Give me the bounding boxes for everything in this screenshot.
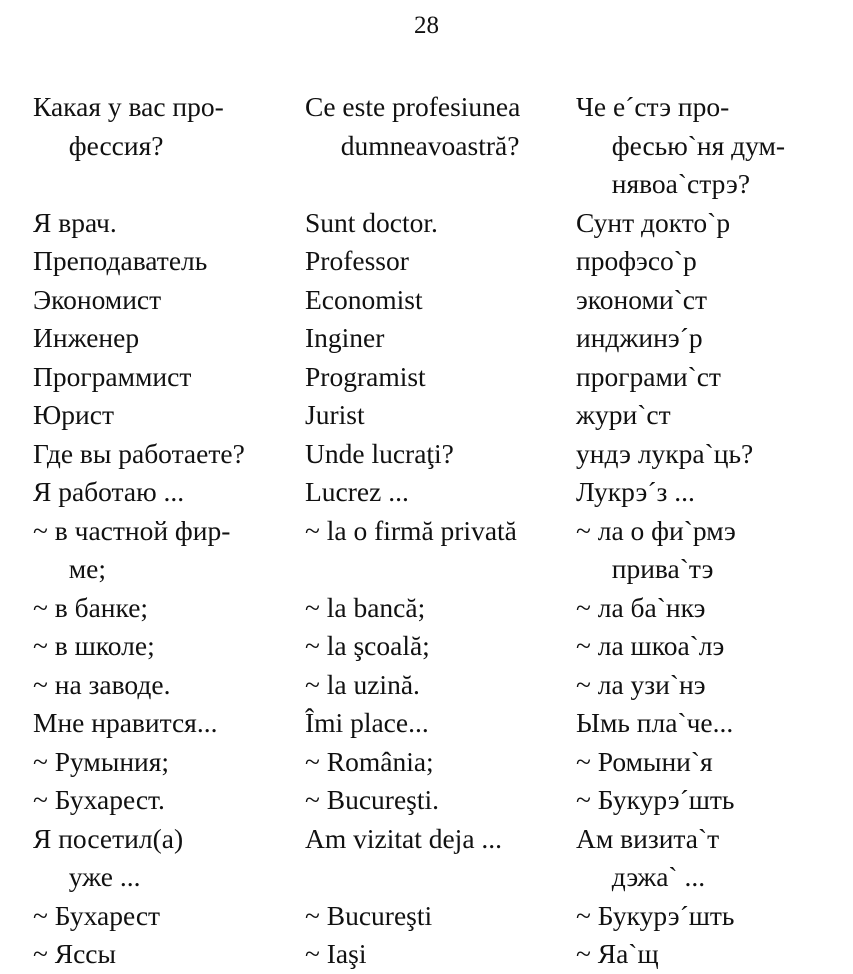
- phrase-row: [33, 281, 843, 320]
- romanian-phrase: Ce este profesiunea dumneavoastră?: [305, 91, 521, 161]
- russian-phrase: Я работаю ...: [33, 476, 185, 507]
- phrase-table: [33, 88, 843, 974]
- phrase-row: [33, 473, 843, 512]
- phrase-row: [33, 319, 843, 358]
- romanian-phrase: Programist: [305, 360, 426, 392]
- transliteration-phrase: Ам визита`т дэжа` ...: [576, 822, 720, 892]
- phrase-row: [33, 743, 843, 782]
- transliteration-phrase: ~ Яа`щ: [576, 938, 659, 969]
- romanian-phrase: Jurist: [305, 399, 365, 430]
- russian-phrase: ~ в школе;: [33, 630, 155, 661]
- romanian-phrase: Îmi place...: [305, 707, 429, 738]
- romanian-phrase: ~ Bucureşti.: [305, 784, 440, 815]
- romanian-phrase: Inginer: [305, 322, 385, 353]
- russian-phrase: ~ в частной фир- ме;: [33, 514, 231, 584]
- phrase-row: [33, 88, 843, 204]
- transliteration-phrase: ~ Букурэ´шть: [576, 899, 735, 931]
- russian-phrase: ~ Яссы: [33, 938, 116, 969]
- russian-phrase: Преподаватель: [33, 245, 208, 276]
- phrase-row: [33, 396, 843, 435]
- romanian-phrase: Professor: [305, 245, 409, 276]
- transliteration-phrase: Лукрэ´з ...: [576, 476, 695, 507]
- phrase-row: [33, 512, 843, 589]
- transliteration-phrase: Че е´стэ про- фесью`ня дум- нявоа`стрэ?: [576, 91, 786, 199]
- phrase-row: [33, 704, 843, 743]
- russian-phrase: ~ Бухарест: [33, 899, 161, 931]
- russian-phrase: Инженер: [33, 322, 140, 353]
- transliteration-phrase: ~ ла шкоа`лэ: [576, 630, 725, 661]
- phrase-row: [33, 589, 843, 628]
- transliteration-phrase: экономи`ст: [576, 283, 707, 315]
- transliteration-phrase: програми`ст: [576, 360, 721, 392]
- transliteration-phrase: ~ ла о фи`рмэ прива`тэ: [576, 514, 736, 584]
- phrase-row: [33, 435, 843, 474]
- transliteration-phrase: ~ ла узи`нэ: [576, 668, 706, 700]
- russian-phrase: Я посетил(а) уже ...: [33, 822, 184, 892]
- russian-phrase: ~ в банке;: [33, 591, 149, 623]
- romanian-phrase: ~ România;: [305, 745, 434, 777]
- romanian-phrase: ~ Bucureşti: [305, 899, 433, 931]
- romanian-phrase: Economist: [305, 283, 423, 315]
- russian-phrase: Программист: [33, 360, 192, 392]
- phrase-row: [33, 781, 843, 820]
- russian-phrase: Я врач.: [33, 206, 117, 238]
- phrase-row: [33, 935, 843, 974]
- russian-phrase: Мне нравится...: [33, 707, 218, 738]
- phrase-row: [33, 820, 843, 897]
- russian-phrase: ~ Румыния;: [33, 745, 170, 777]
- transliteration-phrase: жури`ст: [576, 399, 671, 430]
- romanian-phrase: Sunt doctor.: [305, 206, 438, 238]
- transliteration-phrase: профэсо`р: [576, 245, 697, 276]
- romanian-phrase: ~ la şcoală;: [305, 630, 430, 661]
- romanian-phrase: ~ la o firmă privată: [305, 514, 517, 546]
- transliteration-phrase: Сунт докто`р: [576, 206, 731, 238]
- romanian-phrase: Unde lucraţi?: [305, 437, 454, 469]
- russian-phrase: Какая у вас про- фессия?: [33, 91, 224, 161]
- romanian-phrase: ~ la uzină.: [305, 668, 420, 700]
- russian-phrase: Юрист: [33, 399, 114, 430]
- transliteration-phrase: инджинэ´р: [576, 322, 703, 353]
- russian-phrase: Где вы работаете?: [33, 437, 245, 469]
- phrase-row: [33, 204, 843, 243]
- russian-phrase: Экономист: [33, 283, 162, 315]
- romanian-phrase: Lucrez ...: [305, 476, 409, 507]
- transliteration-phrase: ~ Ромыни`я: [576, 745, 713, 777]
- romanian-phrase: ~ la bancă;: [305, 591, 426, 623]
- russian-phrase: ~ на заводе.: [33, 668, 171, 700]
- phrase-row: [33, 897, 843, 936]
- romanian-phrase: Am vizitat deja ...: [305, 822, 503, 854]
- russian-phrase: ~ Бухарест.: [33, 784, 165, 815]
- phrase-row: [33, 666, 843, 705]
- page-number: 28: [414, 12, 439, 39]
- transliteration-phrase: Ымь пла`че...: [576, 707, 734, 738]
- phrase-row: [33, 358, 843, 397]
- phrase-row: [33, 627, 843, 666]
- transliteration-phrase: ~ ла ба`нкэ: [576, 591, 706, 623]
- transliteration-phrase: ~ Букурэ´шть: [576, 784, 735, 815]
- phrase-row: [33, 242, 843, 281]
- transliteration-phrase: ундэ лукра`ць?: [576, 437, 754, 469]
- romanian-phrase: ~ Iaşi: [305, 938, 367, 969]
